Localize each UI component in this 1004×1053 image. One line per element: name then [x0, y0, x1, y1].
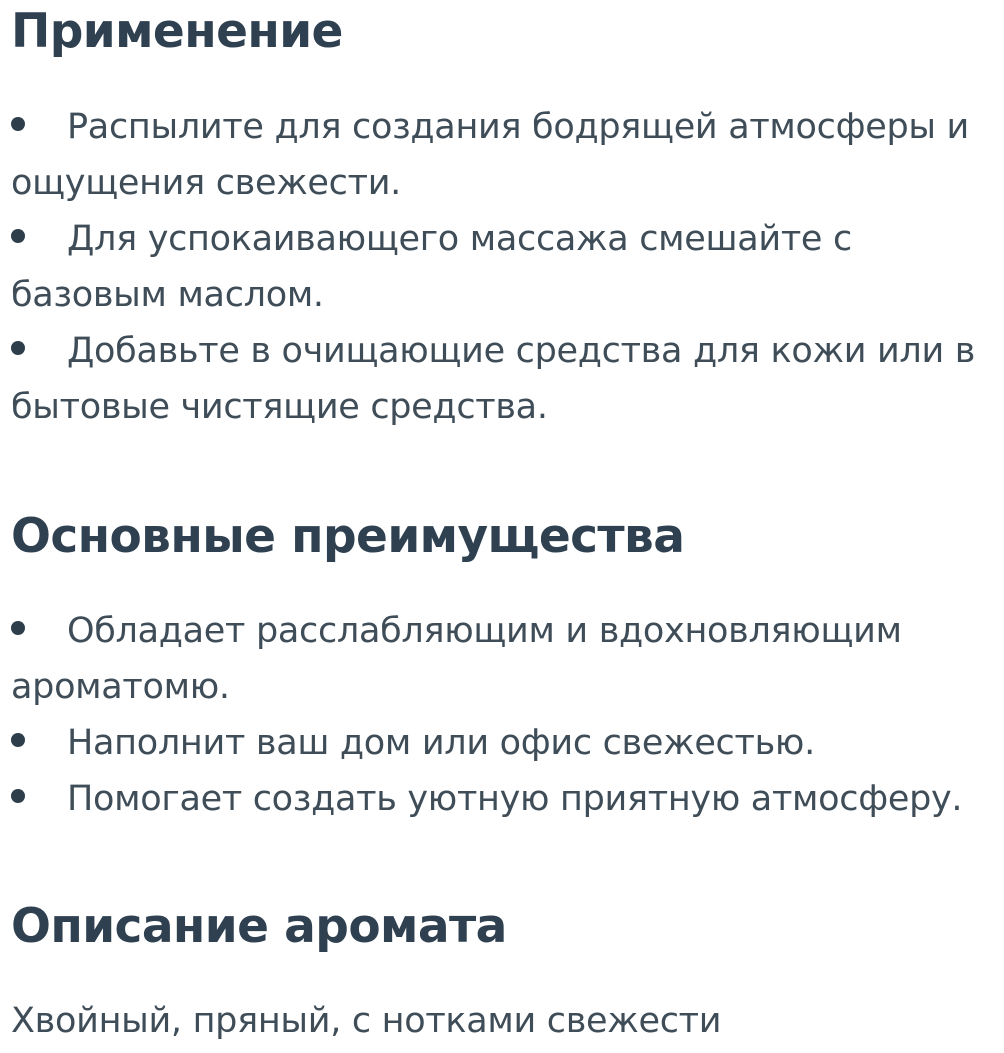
- list-item-text: Помогает создать уютную приятную атмосферу.: [67, 779, 963, 819]
- bullet-icon: [11, 621, 25, 635]
- list-item-text: Для успокаивающего массажа смешайте с базовым маслом.: [11, 219, 852, 315]
- list-item: [11, 323, 1001, 435]
- bullet-icon: [11, 341, 25, 355]
- list-item-text: Распылите для создания бодрящей атмосферы и ощущения свежести.: [11, 107, 969, 203]
- list-item: [11, 715, 1001, 771]
- list-item: [11, 603, 1001, 715]
- bullet-icon: [11, 117, 25, 131]
- list-item-text: Обладает расслабляющим и вдохновляющим ароматомю.: [11, 611, 902, 707]
- bullet-icon: [11, 733, 25, 747]
- usage-section-title: Применение: [11, 4, 343, 59]
- aroma-section-title: Описание аромата: [11, 899, 507, 954]
- aroma-description: Хвойный, пряный, с нотками свежести: [11, 1001, 722, 1041]
- list-item: [11, 99, 1001, 211]
- bullet-icon: [11, 789, 25, 803]
- list-item-text: Наполнит ваш дом или офис свежестью.: [67, 723, 815, 763]
- list-item: [11, 211, 1001, 323]
- list-item-text: Добавьте в очищающие средства для кожи или в бытовые чистящие средства.: [11, 331, 976, 427]
- bullet-icon: [11, 229, 25, 243]
- benefits-section-title: Основные преимущества: [11, 509, 685, 564]
- list-item: [11, 771, 1001, 827]
- benefits-list: [11, 603, 1001, 827]
- usage-list: [11, 99, 1001, 435]
